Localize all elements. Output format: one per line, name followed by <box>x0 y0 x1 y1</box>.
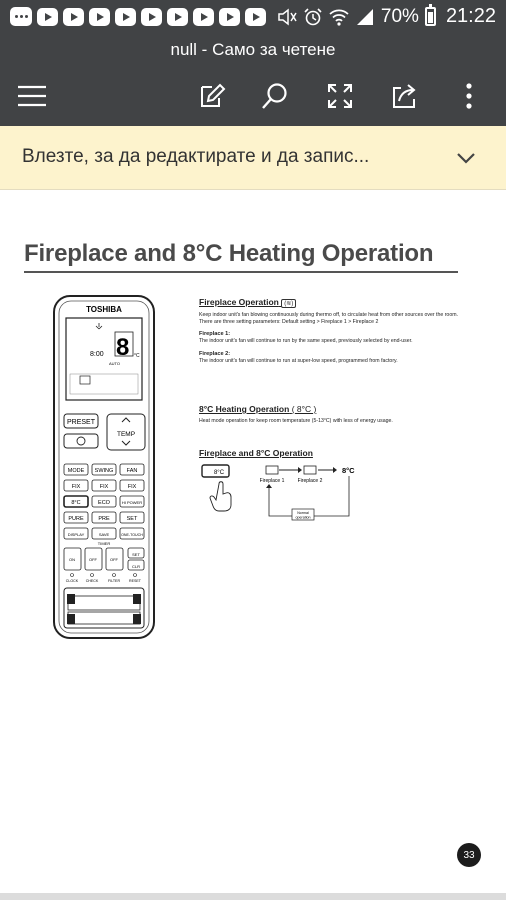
youtube-notification-icon <box>193 8 214 26</box>
clock: 21:22 <box>445 5 496 27</box>
youtube-notification-icon <box>89 8 110 26</box>
svg-text:Normal: Normal <box>297 511 309 515</box>
bottom-scroll-edge <box>0 893 506 900</box>
svg-text:OFF: OFF <box>89 557 97 562</box>
svg-text:8°C: 8°C <box>213 470 225 476</box>
combined-section <box>199 448 469 462</box>
svg-text:Fireplace 1: Fireplace 1 <box>259 478 285 484</box>
sign-in-notice[interactable] <box>0 126 506 190</box>
youtube-notification-icon <box>141 8 162 26</box>
mute-icon <box>277 7 297 27</box>
svg-text:Fireplace 2: Fireplace 2 <box>297 478 323 484</box>
preset-label: PRESET <box>66 419 96 426</box>
search-button[interactable] <box>257 78 293 114</box>
svg-text:SET: SET <box>126 516 138 522</box>
status-bar <box>0 0 506 34</box>
svg-text:MODE: MODE <box>67 468 85 474</box>
svg-text:SAVE: SAVE <box>98 532 110 537</box>
youtube-notification-icon <box>219 8 240 26</box>
system-icons <box>277 5 496 28</box>
svg-text:PRE: PRE <box>98 516 110 522</box>
hamburger-icon <box>17 85 47 107</box>
svg-text:FIX: FIX <box>127 484 137 490</box>
search-icon <box>261 82 289 110</box>
title-divider <box>24 271 458 273</box>
svg-text:SWING: SWING <box>94 468 114 474</box>
temp-label: TEMP <box>116 431 136 438</box>
heating-8c-section <box>199 404 469 425</box>
svg-text:FAN: FAN <box>126 468 138 474</box>
youtube-notification-icon <box>37 8 58 26</box>
heating-8c-text: Heat mode operation for keep room temperature (5-13°C) with less of energy usage. <box>199 418 393 424</box>
svg-text:ECO: ECO <box>98 500 110 506</box>
svg-text:FIX: FIX <box>99 484 109 490</box>
svg-text:ON: ON <box>69 557 75 562</box>
youtube-notification-icon <box>245 8 266 26</box>
sign-in-notice-text: Влезте, за да редактирате и да запис... <box>22 146 370 167</box>
alarm-icon <box>303 7 323 27</box>
fireplace2-heading: Fireplace 2: <box>199 350 231 357</box>
heating-8c-icon: ( 8°C ) <box>291 404 317 414</box>
youtube-notification-icon <box>63 8 84 26</box>
fireplace-params: There are three setting parameters: Default setting > Fireplace 1 > Fireplace 2 <box>199 318 379 325</box>
combined-heading: Fireplace and 8°C Operation <box>199 448 313 458</box>
remote-brand: TOSHIBA <box>86 305 122 314</box>
youtube-notification-icon <box>115 8 136 26</box>
fireplace1-text: The indoor unit's fan will continue to run by the same speed, previously selected by end-user. <box>199 338 413 345</box>
svg-text:CLR: CLR <box>131 564 141 569</box>
fullscreen-button[interactable] <box>322 78 358 114</box>
overflow-menu-button[interactable] <box>451 78 487 114</box>
display-time: 8:00 <box>90 351 104 358</box>
page-title: Fireplace and 8°C Heating Operation <box>24 240 434 267</box>
svg-text:ONE-TOUCH: ONE-TOUCH <box>121 533 143 537</box>
svg-text:SET: SET <box>132 552 140 557</box>
svg-text:HI POWER: HI POWER <box>121 500 143 505</box>
svg-text:FIX: FIX <box>71 484 81 490</box>
menu-button[interactable] <box>14 78 50 114</box>
svg-text:FILTER: FILTER <box>107 579 121 583</box>
more-notifications-icon <box>10 7 32 26</box>
fireplace2-text: The indoor unit's fan will continue to run at super-low speed, programmed from factory. <box>199 357 398 364</box>
battery-percent: 70% <box>380 5 419 27</box>
edit-button[interactable] <box>194 78 230 114</box>
svg-text:°C: °C <box>134 353 140 359</box>
heating-8c-heading: 8°C Heating Operation <box>199 404 290 414</box>
svg-text:operation: operation <box>295 515 311 520</box>
share-button[interactable] <box>387 78 423 114</box>
remote-control-illustration <box>52 294 156 640</box>
page-number-badge: 33 <box>457 843 481 867</box>
fireplace-section <box>199 297 469 364</box>
expand-icon <box>327 83 353 109</box>
fireplace1-heading: Fireplace 1: <box>199 331 231 338</box>
document-title: null - Само за четене <box>170 40 336 59</box>
notification-icons <box>10 7 266 26</box>
signal-icon <box>355 7 375 27</box>
battery-icon <box>425 7 436 26</box>
svg-text:8°C: 8°C <box>71 500 81 506</box>
fireplace-desc: Keep indoor unit's fan blowing continuously during thermo off, to circulate heat from other sources over the room. <box>199 312 458 318</box>
wifi-icon <box>329 7 349 27</box>
app-toolbar <box>0 34 506 126</box>
fireplace-icon: (≋) <box>281 299 296 308</box>
svg-text:CHECK: CHECK <box>85 579 99 583</box>
svg-text:OFF: OFF <box>110 557 118 562</box>
display-auto: AUTO <box>109 361 121 366</box>
svg-text:PURE: PURE <box>68 516 84 522</box>
pencil-edit-icon <box>198 82 226 110</box>
svg-text:8°C: 8°C <box>342 466 355 475</box>
timer-label: TIMER <box>97 541 111 546</box>
svg-text:CLOCK: CLOCK <box>65 579 79 583</box>
operation-flow-diagram <box>199 462 369 522</box>
svg-text:RESET: RESET <box>129 579 141 583</box>
share-icon <box>391 82 419 110</box>
more-vertical-icon <box>465 83 473 109</box>
hand-press-icon <box>210 482 231 511</box>
fireplace-heading: Fireplace Operation <box>199 297 279 307</box>
svg-text:DISPLAY: DISPLAY <box>67 532 85 537</box>
chevron-down-icon[interactable] <box>454 146 478 170</box>
youtube-notification-icon <box>167 8 188 26</box>
display-digit: 8 <box>116 334 130 361</box>
